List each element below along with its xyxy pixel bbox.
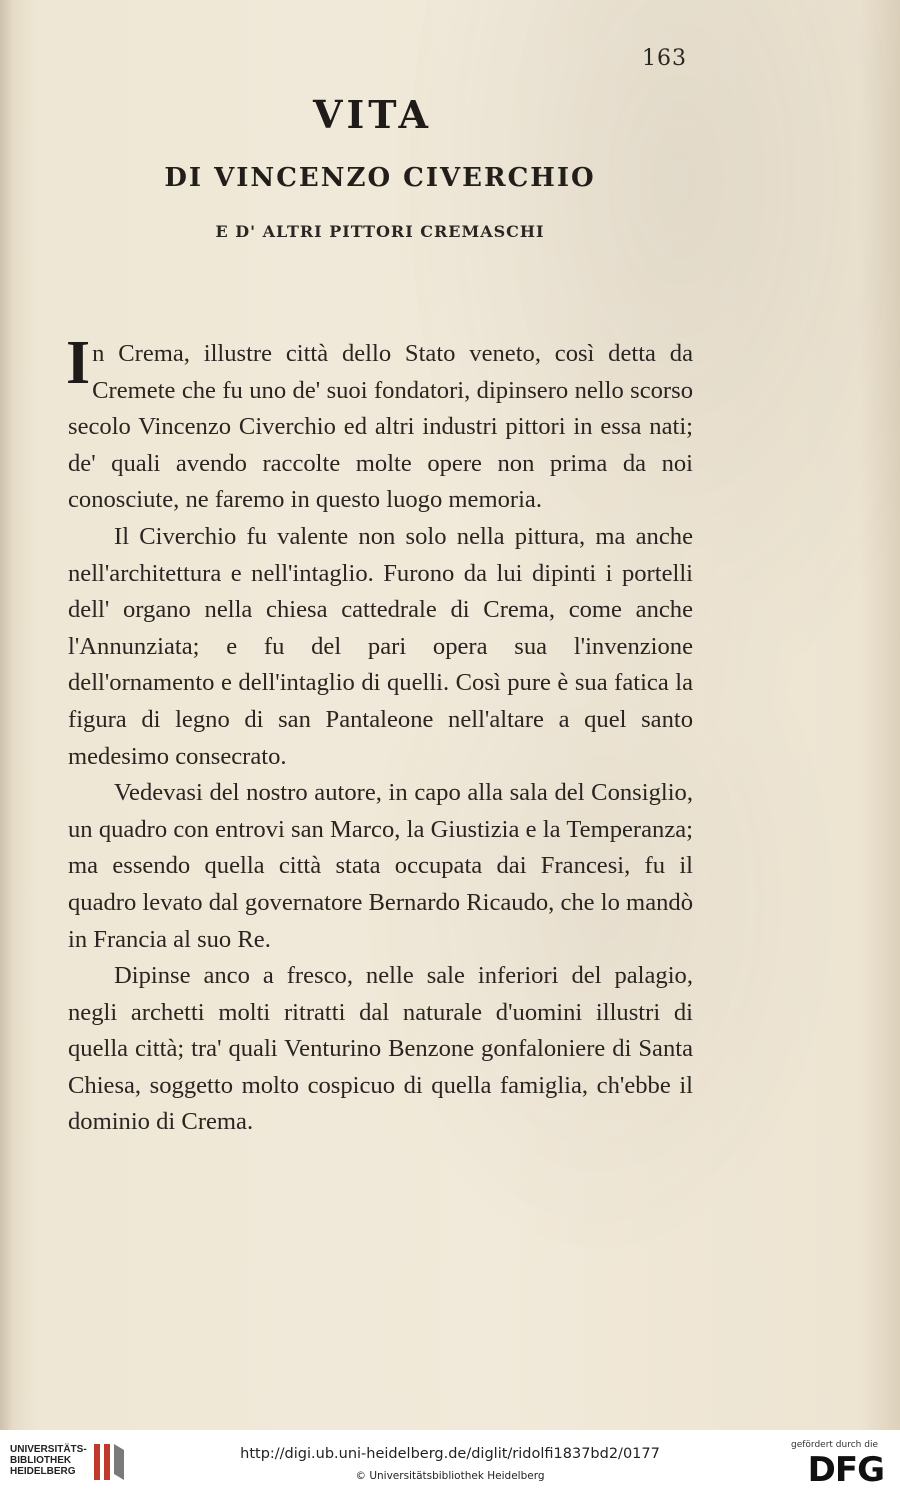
chapter-subtitle: DI VINCENZO CIVERCHIO [164,163,596,193]
library-logo-icon [92,1440,126,1484]
library-line: BIBLIOTHEK [10,1455,72,1466]
chapter-subsubtitle: E D' ALTRI PITTORI CREMASCHI [215,222,545,241]
drop-cap: I [66,329,91,397]
paragraph-text: n Crema, illustre città dello Stato veneto, così detta da Cremete che fu uno de' suoi fondatori, dipinsero nello scorso secolo Vincenzo Civerchio ed altri industri pittori in essa nati; de' quali avendo raccolte molte opere non prima da noi conosciute, ne faremo in questo luogo memoria. [68,340,693,514]
dfg-logo: DFG [807,1450,884,1490]
source-url-link[interactable]: http://digi.ub.uni-heidelberg.de/diglit/ridolfi1837bd2/0177 [240,1446,660,1462]
page-number: 163 [642,46,687,71]
library-line: HEIDELBERG [10,1466,76,1477]
paragraph [66,329,693,519]
paragraph: Il Civerchio fu valente non solo nella pittura, ma anche nell'architettura e nell'intaglio. Furono da lui dipinti i portelli dell' organo nella chiesa cattedrale di Crema, come anche l'Annunziata; e fu del pari opera sua l'invenzione dell'ornamento e dell'intaglio di quelli. Così pure è sua fatica la figura di legno di san Pantaleone nell'altare a quel santo medesimo consecrato. [68,522,693,770]
footer-bar [0,1430,900,1496]
chapter-title: VITA [313,92,432,137]
body-text [66,329,693,1141]
paragraph: Vedevasi del nostro autore, in capo alla sala del Consiglio, un quadro con entrovi san Marco, la Giustizia e la Temperanza; ma essendo quella città stata occupata dai Francesi, fu il quadro levato dal governatore Bernardo Ricaudo, che lo mandò in Francia al suo Re. [68,779,693,953]
library-line: UNIVERSITÄTS- [10,1444,87,1455]
copyright-text: © Universitätsbibliothek Heidelberg [355,1470,545,1482]
library-logo-text [10,1444,90,1477]
paragraph: Dipinse anco a fresco, nelle sale inferiori del palagio, negli archetti molti ritratti dal naturale d'uomini illustri di quella città; tra' quali Venturino Benzone gonfaloniere di Santa Chiesa, soggetto molto cospicuo di quella famiglia, ch'ebbe il dominio di Crema. [68,962,693,1136]
sponsor-label: gefördert durch die [791,1440,878,1450]
